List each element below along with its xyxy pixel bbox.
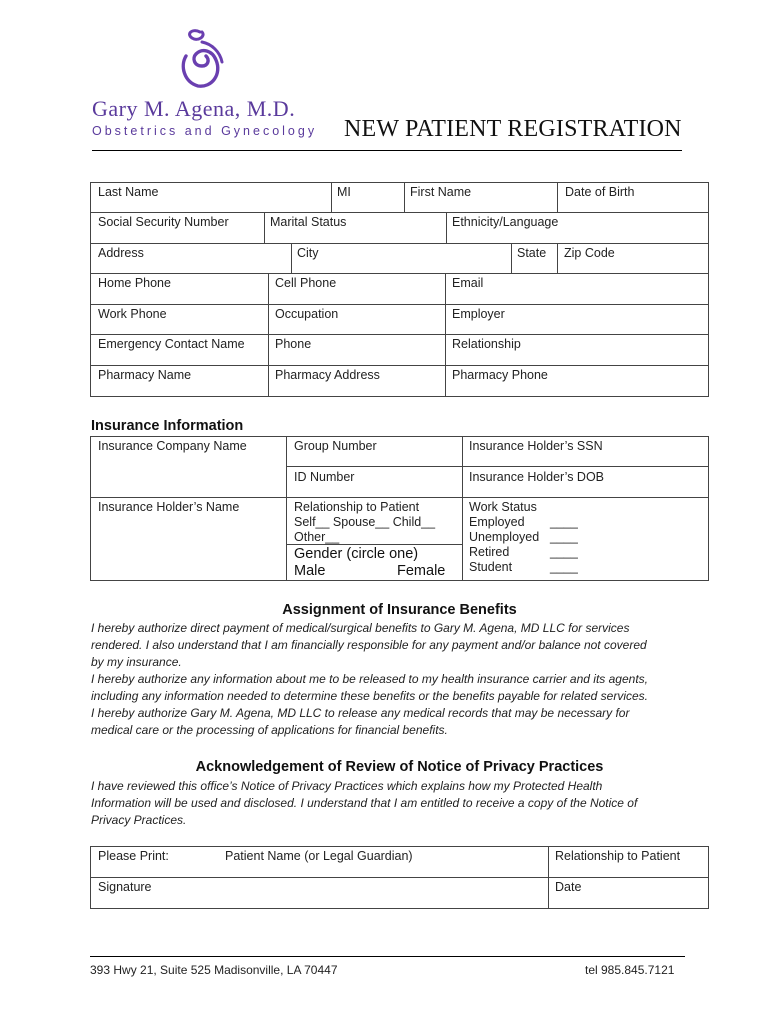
work-status-employed: Employed	[469, 515, 525, 529]
signature-label: Signature	[98, 880, 152, 894]
ssn-label: Social Security Number	[98, 215, 229, 229]
emergency-contact-label: Emergency Contact Name	[98, 337, 245, 351]
first-name-label: First Name	[410, 185, 472, 199]
occupation-label: Occupation	[275, 307, 339, 321]
emergency-phone-label: Phone	[275, 337, 312, 351]
footer-divider	[90, 956, 685, 957]
work-status-retired: Retired	[469, 545, 510, 559]
assignment-line: by my insurance.	[91, 655, 182, 669]
email-label: Email	[452, 276, 484, 290]
relationship-to-patient-label: Relationship to Patient	[555, 849, 681, 863]
id-number-label: ID Number	[294, 470, 355, 484]
employer-label: Employer	[452, 307, 505, 321]
city-label: City	[297, 246, 319, 260]
ethnicity-language-label: Ethnicity/Language	[452, 215, 559, 229]
date-label: Date	[555, 880, 582, 894]
retired-blank: ____	[550, 545, 578, 559]
gender-female: Female	[397, 563, 446, 579]
assignment-text	[91, 620, 731, 739]
zip-code-label: Zip Code	[564, 246, 615, 260]
work-phone-label: Work Phone	[98, 307, 167, 321]
assignment-line: I hereby authorize direct payment of medical/surgical benefits to Gary M. Agena, MD LLC for services	[91, 621, 630, 635]
footer-address: 393 Hwy 21, Suite 525 Madisonville, LA 70447	[90, 963, 338, 977]
relationship-other: Other__	[294, 530, 340, 544]
patient-name-label: Patient Name (or Legal Guardian)	[225, 849, 413, 863]
holder-ssn-label: Insurance Holder’s SSN	[469, 439, 603, 453]
marital-status-label: Marital Status	[270, 215, 347, 229]
relationship-options: Self__ Spouse__ Child__	[294, 515, 436, 529]
practice-specialty: Obstetrics and Gynecology	[92, 124, 318, 138]
work-status-label: Work Status	[469, 500, 537, 514]
privacy-line: Information will be used and disclosed. I understand that I am entitled to receive a copy of the Notice of	[91, 796, 638, 810]
relationship-label: Relationship to Patient	[294, 500, 420, 514]
work-status-student: Student	[469, 560, 513, 574]
work-status-unemployed: Unemployed	[469, 530, 540, 544]
privacy-line: I have reviewed this office’s Notice of Privacy Practices which explains how my Protected Health	[91, 779, 603, 793]
privacy-text	[91, 778, 731, 829]
holder-name-label: Insurance Holder’s Name	[98, 500, 240, 514]
employed-blank: ____	[550, 515, 578, 529]
pharmacy-address-label: Pharmacy Address	[275, 368, 380, 382]
gender-male: Male	[294, 563, 326, 579]
please-print-label: Please Print:	[98, 849, 169, 863]
footer-phone: tel 985.845.7121	[585, 963, 675, 977]
date-of-birth-label: Date of Birth	[565, 185, 635, 199]
group-number-label: Group Number	[294, 439, 377, 453]
assignment-heading: Assignment of Insurance Benefits	[282, 602, 517, 618]
pharmacy-phone-label: Pharmacy Phone	[452, 368, 548, 382]
student-blank: ____	[550, 560, 578, 574]
assignment-line: I hereby authorize any information about me to be released to my health insurance carrier and its agents,	[91, 672, 648, 686]
last-name-label: Last Name	[98, 185, 159, 199]
state-label: State	[517, 246, 547, 260]
pharmacy-name-label: Pharmacy Name	[98, 368, 192, 382]
practice-name: Gary M. Agena, M.D.	[92, 96, 296, 121]
emergency-relationship-label: Relationship	[452, 337, 521, 351]
practice-logo-icon	[172, 26, 232, 92]
page-title: NEW PATIENT REGISTRATION	[344, 116, 682, 142]
insurance-company-label: Insurance Company Name	[98, 439, 247, 453]
assignment-line: including any information needed to determine these benefits or the benefits payable for related services.	[91, 689, 649, 703]
assignment-line: medical care or the processing of applications for financial benefits.	[91, 723, 448, 737]
mi-label: MI	[337, 185, 351, 199]
assignment-line: rendered. I also understand that I am financially responsible for any payment and/or balance not covered	[91, 638, 647, 652]
address-label: Address	[98, 246, 144, 260]
assignment-line: I hereby authorize Gary M. Agena, MD LLC to release any medical records that may be necessary for	[91, 706, 630, 720]
cell-phone-label: Cell Phone	[275, 276, 337, 290]
holder-dob-label: Insurance Holder’s DOB	[469, 470, 605, 484]
privacy-heading: Acknowledgement of Review of Notice of Privacy Practices	[195, 759, 604, 775]
gender-label: Gender (circle one)	[294, 546, 419, 562]
insurance-heading: Insurance Information	[91, 418, 244, 434]
privacy-line: Privacy Practices.	[91, 813, 187, 827]
home-phone-label: Home Phone	[98, 276, 171, 290]
unemployed-blank: ____	[550, 530, 578, 544]
header-divider	[92, 150, 682, 151]
